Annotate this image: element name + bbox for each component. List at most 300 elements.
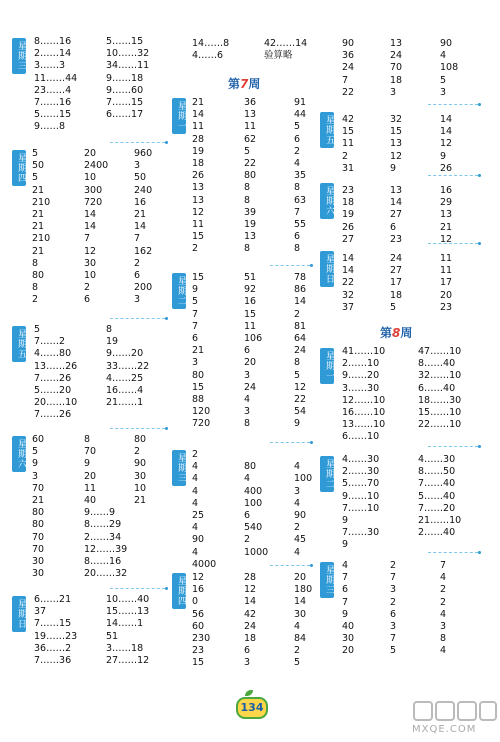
answer-cell: 3 bbox=[192, 357, 199, 369]
answer-row bbox=[186, 158, 336, 170]
answer-cell: 30 bbox=[32, 568, 45, 580]
answer-cell: 4 bbox=[294, 461, 301, 473]
answer-cell: 7……30 bbox=[342, 527, 380, 539]
separator-dashed-line bbox=[428, 175, 478, 176]
answer-cell: 23 bbox=[342, 185, 355, 196]
answer-cell: 4 bbox=[192, 546, 199, 558]
answer-cell: 960 bbox=[134, 148, 153, 159]
answer-row bbox=[26, 606, 176, 618]
answer-cell: 7……15 bbox=[34, 618, 72, 630]
answer-cell: 13……26 bbox=[34, 360, 78, 372]
answer-cell: 30 bbox=[32, 556, 45, 567]
answer-cell: 5……15 bbox=[34, 109, 72, 121]
answer-cell: 2 bbox=[342, 150, 349, 162]
answer-cell: 11 bbox=[440, 253, 453, 264]
answer-cell: 210 bbox=[32, 196, 51, 208]
week-prefix: 第 bbox=[228, 77, 241, 91]
separator-dashed-line bbox=[270, 442, 310, 443]
answer-cell: 32……10 bbox=[418, 370, 462, 382]
answer-cell: 80 bbox=[134, 434, 147, 445]
answer-row bbox=[186, 219, 336, 231]
answer-row bbox=[26, 97, 176, 109]
weekday-tag: 星期五 bbox=[320, 112, 334, 148]
answer-row bbox=[26, 385, 176, 397]
answer-cell: 300 bbox=[84, 184, 103, 196]
answer-cell: 4……30 bbox=[418, 454, 456, 465]
answer-row bbox=[186, 50, 336, 62]
answer-cell: 56 bbox=[192, 608, 205, 620]
answer-cell: 90 bbox=[134, 458, 147, 470]
answer-row bbox=[318, 466, 468, 478]
answer-row bbox=[26, 348, 176, 360]
answer-cell: 6 bbox=[244, 345, 251, 357]
separator-dot-icon bbox=[165, 587, 168, 590]
answer-cell: 4 bbox=[244, 473, 251, 485]
separator-dashed-line bbox=[428, 243, 478, 244]
answer-cell: 19 bbox=[342, 209, 355, 221]
answer-cell: 19 bbox=[244, 219, 257, 230]
answer-row bbox=[318, 138, 468, 150]
answer-cell: 2 bbox=[390, 560, 397, 571]
answer-cell: 92 bbox=[244, 284, 257, 296]
answer-cell: 8 bbox=[244, 243, 251, 255]
answer-cell: 14 bbox=[294, 596, 307, 608]
answer-row bbox=[186, 559, 336, 571]
answer-cell: 3 bbox=[390, 584, 397, 596]
weekday-tag: 星期日 bbox=[320, 251, 334, 287]
answer-row bbox=[26, 618, 176, 630]
answer-row bbox=[318, 87, 468, 99]
answer-cell: 7……36 bbox=[34, 655, 72, 666]
answer-cell: 6……21 bbox=[34, 594, 72, 605]
week-heading bbox=[228, 75, 260, 92]
answer-row bbox=[186, 522, 336, 534]
separator-dot-icon bbox=[478, 174, 481, 177]
answer-row bbox=[186, 182, 336, 194]
answer-cell: 36 bbox=[244, 97, 257, 108]
answer-row bbox=[186, 449, 336, 461]
answer-cell: 6 bbox=[134, 270, 141, 281]
answer-row bbox=[26, 409, 176, 421]
answer-row bbox=[186, 321, 336, 333]
answer-row bbox=[318, 114, 468, 126]
answer-cell: 9……10 bbox=[342, 490, 380, 502]
answer-row bbox=[186, 121, 336, 133]
answer-cell: 26 bbox=[440, 162, 453, 174]
answer-cell: 90 bbox=[342, 38, 355, 49]
answer-cell: 2 bbox=[390, 596, 397, 608]
answer-cell: 240 bbox=[134, 184, 153, 196]
answer-cell: 39 bbox=[244, 206, 257, 218]
answer-cell: 4 bbox=[440, 50, 447, 62]
answer-cell: 3……3 bbox=[34, 60, 66, 72]
answer-row bbox=[26, 85, 176, 97]
separator-dot-icon bbox=[165, 317, 168, 320]
answer-cell: 21……1 bbox=[106, 397, 144, 409]
answer-row bbox=[186, 296, 336, 308]
answer-row bbox=[186, 272, 336, 284]
answer-cell: 3 bbox=[390, 621, 397, 632]
answer-cell: 7 bbox=[390, 572, 397, 584]
answer-cell: 10……32 bbox=[106, 48, 150, 60]
answer-cell: 4 bbox=[192, 473, 199, 485]
answer-row bbox=[318, 478, 468, 490]
separator-dashed-line bbox=[270, 265, 310, 266]
answer-cell: 9 bbox=[192, 284, 199, 296]
answer-cell: 24 bbox=[390, 253, 403, 264]
answer-cell: 0 bbox=[192, 596, 199, 608]
answer-cell: 14 bbox=[440, 114, 453, 125]
answer-cell: 9……60 bbox=[106, 84, 144, 96]
answer-cell: 80 bbox=[244, 461, 257, 473]
answer-cell: 70 bbox=[32, 531, 45, 543]
answer-cell: 15……13 bbox=[106, 606, 150, 618]
answer-row bbox=[186, 195, 336, 207]
answer-cell: 2 bbox=[192, 243, 199, 255]
answer-cell: 7 bbox=[342, 572, 349, 584]
answer-cell: 44 bbox=[294, 109, 307, 121]
answer-row bbox=[318, 395, 468, 407]
answer-cell: 35 bbox=[294, 170, 307, 182]
answer-cell: 23 bbox=[192, 645, 205, 657]
answer-cell: 47……10 bbox=[418, 346, 462, 357]
answer-cell: 4 bbox=[192, 497, 199, 509]
answer-row bbox=[318, 527, 468, 539]
answer-row bbox=[26, 495, 176, 507]
answer-row bbox=[186, 609, 336, 621]
answer-cell: 18 bbox=[390, 289, 403, 301]
answer-cell: 18 bbox=[192, 158, 205, 169]
answer-row bbox=[26, 221, 176, 233]
answer-cell: 22 bbox=[342, 277, 355, 289]
answer-cell: 7 bbox=[342, 596, 349, 608]
answer-row bbox=[26, 36, 176, 48]
answer-cell: 20 bbox=[84, 470, 97, 482]
answer-row bbox=[186, 461, 336, 473]
answer-cell: 80 bbox=[32, 507, 45, 519]
answer-cell: 验算略 bbox=[264, 50, 293, 62]
answer-cell: 42 bbox=[342, 114, 355, 125]
answer-row bbox=[26, 458, 176, 470]
separator-dashed-line bbox=[428, 104, 478, 105]
answer-cell: 2400 bbox=[84, 160, 109, 172]
answer-cell: 4……6 bbox=[192, 50, 224, 62]
answer-cell: 88 bbox=[192, 394, 205, 405]
answer-cell: 11 bbox=[244, 320, 257, 332]
answer-cell: 5 bbox=[32, 148, 39, 159]
answer-cell: 2 bbox=[294, 308, 301, 320]
answer-cell: 2 bbox=[294, 145, 301, 157]
answer-row bbox=[318, 358, 468, 370]
answer-cell: 4 bbox=[192, 522, 199, 534]
answer-cell: 20……10 bbox=[34, 397, 78, 409]
answer-cell: 12 bbox=[244, 584, 257, 596]
answer-cell: 7……15 bbox=[106, 97, 144, 108]
separator-dot-icon bbox=[310, 441, 313, 444]
answer-cell: 30 bbox=[342, 633, 355, 645]
answer-cell: 14 bbox=[84, 209, 97, 220]
separator-dot-icon bbox=[165, 141, 168, 144]
answer-cell: 12 bbox=[84, 245, 97, 257]
answer-row bbox=[186, 170, 336, 182]
answer-cell: 16 bbox=[134, 196, 147, 208]
answer-cell: 2 bbox=[192, 449, 199, 460]
week-number: 8 bbox=[392, 326, 401, 340]
answer-row bbox=[318, 302, 468, 314]
answer-row bbox=[318, 645, 468, 657]
answer-cell: 7 bbox=[294, 206, 301, 218]
answer-cell: 86 bbox=[294, 284, 307, 296]
answer-cell: 15 bbox=[244, 308, 257, 320]
answer-cell: 5 bbox=[32, 446, 39, 458]
answer-cell: 4 bbox=[440, 572, 447, 584]
answer-cell: 9……20 bbox=[342, 370, 380, 382]
answer-row bbox=[26, 361, 176, 373]
answer-row bbox=[26, 631, 176, 643]
answer-row bbox=[26, 434, 176, 446]
answer-cell: 5 bbox=[34, 324, 41, 335]
separator-dashed-line bbox=[110, 318, 165, 319]
answer-row bbox=[26, 294, 176, 306]
answer-cell: 22……10 bbox=[418, 419, 462, 431]
separator-dashed-line bbox=[428, 446, 478, 447]
answer-cell: 6 bbox=[192, 333, 199, 344]
answer-cell: 400 bbox=[244, 485, 263, 497]
answer-row bbox=[186, 596, 336, 608]
answer-cell: 6 bbox=[294, 231, 301, 243]
answer-cell: 12 bbox=[440, 138, 453, 150]
answer-cell: 15 bbox=[192, 272, 205, 283]
answer-cell: 78 bbox=[294, 272, 307, 283]
answer-cell: 3 bbox=[134, 294, 141, 306]
answer-cell: 70 bbox=[390, 62, 403, 74]
answer-cell: 11 bbox=[440, 265, 453, 277]
answer-row bbox=[26, 258, 176, 270]
answer-cell: 54 bbox=[294, 406, 307, 418]
answer-cell: 90 bbox=[294, 510, 307, 521]
answer-cell: 80 bbox=[244, 170, 257, 182]
answer-cell: 100 bbox=[244, 497, 263, 509]
answer-cell: 5……20 bbox=[34, 385, 72, 396]
separator-dot-icon bbox=[478, 242, 481, 245]
answer-cell: 7 bbox=[134, 233, 141, 245]
answer-cell: 6……17 bbox=[106, 109, 144, 121]
answer-row bbox=[26, 185, 176, 197]
answer-cell: 3 bbox=[440, 86, 447, 98]
answer-cell: 7 bbox=[390, 633, 397, 645]
answer-cell: 80 bbox=[32, 519, 45, 531]
answer-cell: 24 bbox=[294, 345, 307, 357]
answer-cell: 30 bbox=[294, 608, 307, 620]
answer-cell: 8……50 bbox=[418, 466, 456, 478]
answer-cell: 10……40 bbox=[106, 594, 150, 605]
answer-cell: 36 bbox=[342, 50, 355, 62]
weekday-tag: 星期六 bbox=[12, 436, 26, 472]
answer-row bbox=[26, 544, 176, 556]
answer-cell: 4……25 bbox=[106, 372, 144, 384]
right-column bbox=[318, 0, 494, 742]
middle-column bbox=[170, 0, 320, 742]
answer-cell: 9 bbox=[440, 150, 447, 162]
answer-cell: 13……10 bbox=[342, 419, 386, 431]
answer-cell: 14 bbox=[134, 221, 147, 233]
answer-cell: 2 bbox=[134, 446, 141, 458]
answer-cell: 27……12 bbox=[106, 655, 150, 666]
answer-cell: 22 bbox=[294, 394, 307, 405]
answer-row bbox=[26, 532, 176, 544]
answer-cell: 19 bbox=[192, 145, 205, 157]
watermark bbox=[412, 700, 498, 740]
answer-cell: 9 bbox=[342, 608, 349, 620]
answer-row bbox=[186, 309, 336, 321]
answer-cell: 540 bbox=[244, 522, 263, 534]
answer-row bbox=[26, 373, 176, 385]
watermark-url: MXQE.COM bbox=[412, 724, 477, 735]
answer-cell: 22 bbox=[342, 86, 355, 98]
answer-cell: 21 bbox=[32, 495, 45, 506]
answer-cell: 4 bbox=[192, 485, 199, 497]
answer-cell: 8……29 bbox=[84, 519, 122, 531]
answer-cell: 2 bbox=[294, 645, 301, 657]
answer-cell: 23……4 bbox=[34, 84, 72, 96]
answer-row bbox=[186, 486, 336, 498]
answer-row bbox=[186, 572, 336, 584]
answer-cell: 37 bbox=[34, 606, 47, 618]
answer-cell: 6……10 bbox=[342, 431, 380, 443]
answer-cell: 210 bbox=[32, 233, 51, 245]
answer-cell: 15 bbox=[192, 231, 205, 243]
answer-cell: 21……10 bbox=[418, 515, 462, 526]
answer-cell: 9……18 bbox=[106, 72, 144, 84]
answer-cell: 9 bbox=[390, 162, 397, 174]
answer-row bbox=[318, 584, 468, 596]
answer-cell: 19 bbox=[106, 336, 119, 348]
answer-cell: 14 bbox=[192, 109, 205, 121]
answer-cell: 20 bbox=[342, 645, 355, 657]
answer-cell: 5 bbox=[244, 145, 251, 157]
answer-cell: 80 bbox=[192, 369, 205, 381]
answer-row bbox=[318, 515, 468, 527]
answer-row bbox=[318, 50, 468, 62]
answer-row bbox=[318, 265, 468, 277]
answer-cell: 10 bbox=[134, 482, 147, 494]
answer-cell: 12 bbox=[192, 206, 205, 218]
answer-cell: 14 bbox=[244, 596, 257, 608]
answer-cell: 15 bbox=[390, 126, 403, 138]
answer-cell: 7……2 bbox=[34, 336, 66, 348]
answer-cell: 5……15 bbox=[106, 36, 144, 47]
answer-row bbox=[26, 568, 176, 580]
answer-cell: 20 bbox=[440, 289, 453, 301]
answer-cell: 10 bbox=[84, 172, 97, 184]
answer-cell: 70 bbox=[32, 543, 45, 555]
answer-cell: 25 bbox=[192, 510, 205, 521]
answer-cell: 12 bbox=[440, 233, 453, 245]
answer-row bbox=[318, 209, 468, 221]
answer-row bbox=[26, 233, 176, 245]
answer-row bbox=[318, 75, 468, 87]
answer-row bbox=[318, 491, 468, 503]
answer-cell: 16 bbox=[440, 185, 453, 196]
answer-cell: 230 bbox=[192, 633, 211, 644]
answer-cell: 16 bbox=[244, 296, 257, 308]
answer-cell: 14 bbox=[342, 253, 355, 264]
answer-cell: 4 bbox=[294, 620, 301, 632]
answer-cell: 22 bbox=[244, 158, 257, 169]
answer-cell: 2 bbox=[134, 257, 141, 269]
answer-cell: 62 bbox=[244, 133, 257, 145]
answer-cell: 3 bbox=[134, 160, 141, 172]
answer-row bbox=[186, 645, 336, 657]
answer-cell: 2 bbox=[440, 596, 447, 608]
answer-cell: 11 bbox=[84, 482, 97, 494]
weekday-tag: 星期二 bbox=[172, 273, 186, 309]
answer-row bbox=[318, 383, 468, 395]
week-number: 7 bbox=[240, 77, 249, 91]
answer-cell: 80 bbox=[32, 270, 45, 281]
answer-cell: 1000 bbox=[244, 546, 269, 558]
answer-cell: 3 bbox=[244, 406, 251, 418]
answer-cell: 17 bbox=[440, 277, 453, 289]
answer-row bbox=[186, 97, 336, 109]
answer-cell: 100 bbox=[294, 473, 313, 485]
answer-cell: 2……10 bbox=[342, 358, 380, 370]
answer-cell: 3……30 bbox=[342, 382, 380, 394]
weekday-tag: 星期一 bbox=[320, 348, 334, 384]
answer-row bbox=[186, 633, 336, 645]
answer-cell: 12……39 bbox=[84, 543, 128, 555]
answer-cell: 3 bbox=[32, 470, 39, 482]
answer-cell: 24 bbox=[244, 620, 257, 632]
answer-cell: 27 bbox=[342, 233, 355, 245]
answer-cell: 8 bbox=[294, 357, 301, 369]
answer-cell: 3 bbox=[294, 485, 301, 497]
answer-cell: 21 bbox=[134, 495, 147, 506]
answer-row bbox=[186, 394, 336, 406]
weekday-tag: 星期四 bbox=[172, 573, 186, 609]
answer-cell: 13 bbox=[390, 38, 403, 49]
weekday-tag: 星期三 bbox=[172, 450, 186, 486]
weekday-tag: 星期一 bbox=[172, 98, 186, 134]
answer-row bbox=[186, 333, 336, 345]
answer-row bbox=[186, 473, 336, 485]
answer-cell: 15 bbox=[342, 126, 355, 138]
answer-cell: 31 bbox=[342, 162, 355, 174]
answer-row bbox=[26, 246, 176, 258]
answer-cell: 21 bbox=[32, 184, 45, 196]
answer-cell: 14 bbox=[84, 221, 97, 233]
answer-cell: 11 bbox=[192, 121, 205, 133]
answer-cell: 11……44 bbox=[34, 72, 78, 84]
answer-cell: 12 bbox=[192, 572, 205, 583]
answer-cell: 3 bbox=[244, 369, 251, 381]
answer-row bbox=[186, 38, 336, 50]
weekday-tag: 星期三 bbox=[12, 38, 26, 74]
weekday-tag: 星期三 bbox=[320, 562, 334, 598]
answer-cell: 4 bbox=[294, 546, 301, 558]
answer-cell: 9 bbox=[32, 458, 39, 470]
answer-cell: 8……16 bbox=[84, 556, 122, 567]
answer-cell: 9……9 bbox=[84, 507, 116, 519]
answer-row bbox=[26, 446, 176, 458]
answer-cell: 13 bbox=[192, 182, 205, 194]
answer-cell: 7……16 bbox=[34, 97, 72, 108]
answer-cell: 16……4 bbox=[106, 385, 144, 396]
answer-cell: 180 bbox=[294, 584, 313, 596]
answer-cell: 27 bbox=[390, 209, 403, 221]
answer-row bbox=[26, 209, 176, 221]
answer-cell: 21 bbox=[134, 209, 147, 220]
